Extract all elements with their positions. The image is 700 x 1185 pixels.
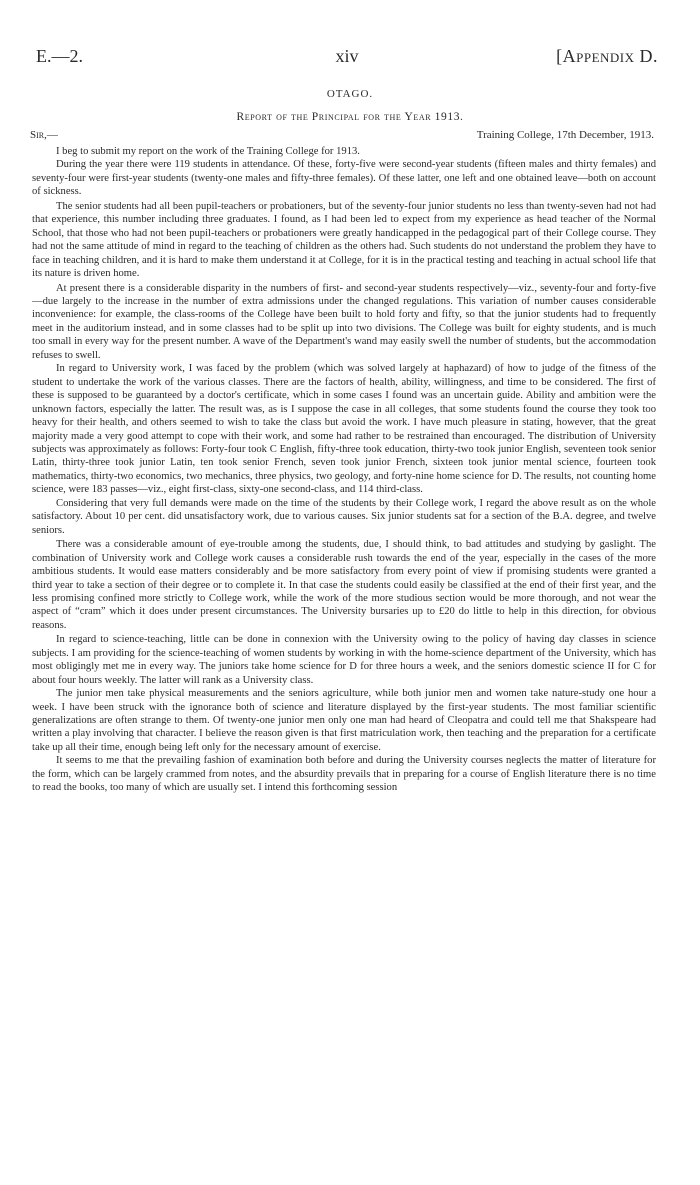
salutation: Sir,— [30,129,58,141]
paragraph: The junior men take physical measurements and the seniors agriculture, while both junior men and women take nature-study one hour a week. I have been struck with the ignorance both of science and literature displayed by the first-year students. The most familiar scientific generalizations are often strange to them. Of twenty-one junior men only one man had heard of Cleopatra and could tell me that Shakspeare had written a play involving that character. I believe the reason given is that first matriculation work, then teaching and the preparation for a certificate take up all their time, enough being left only for the necessary amount of exercise. [32,688,656,753]
salutation-row [30,129,654,143]
paragraph: The senior students had all been pupil-teachers or probationers, but of the seventy-four junior students no less than twenty-seven had not had that experience, this number including three graduates. I found, as I had been led to expect from my experience as head teacher of the Normal School, that those who had not been pupil-teachers or probationers were greatly handicapped in the pedagogical part of their College course. They had not the same attitude of mind in regard to the teaching of children as the others had. Such students do not understand the problem they have to face in teaching children, and it is hard to make them understand it at College, for it is in the practical testing and teaching in actual school life that its nature is driven home. [32,200,656,280]
section-heading: OTAGO. [326,88,374,100]
report-body [32,145,656,795]
running-head [36,46,658,72]
paragraph: Considering that very full demands were made on the time of the students by their College work, I regard the above result as on the whole satisfactory. About 10 per cent. did unsatisfactory work, due to various causes. Six junior students sat for a section of the B.A. degree, and twelve seniors. [32,497,656,536]
paragraph: In regard to University work, I was faced by the problem (which was solved largely at haphazard) of how to judge of the fitness of the student to undertake the work of the various classes. There are the factors of health, ability, willingness, and time to be considered. The first of these is supposed to be guaranteed by a doctor's certificate, which in some cases I found was an uncertain guide. Ability and ambition were the unknown factors, especially the latter. The result was, as is I suppose the case in all colleges, that some students found the course they took too heavy for their health, and others seemed to wish to take the class but avoid the work. I have much pleasure in stating, however, that the great majority made a very good attempt to cope with their work, and some had rather to be restrained than encouraged. The distribution of University subjects was approximately as follows: Forty-four took C English, fifty-three took education, thirty-two took junior English, seventeen took senior Latin, thirty-three took junior Latin, ten took senior French, seven took junior French, sixteen took junior mental science, fourteen took mathematics, thirty-two economics, two mechanics, three physics, two geology, and forty-nine home science for D. The results, not counting home science, were 183 passes—viz., eight first-class, sixty-one second-class, and 114 third-class. [32,363,656,496]
dateline: Training College, 17th December, 1913. [476,129,654,141]
paragraph: At present there is a considerable disparity in the numbers of first- and second-year students respectively—viz., seventy-four and forty-five—due largely to the increase in the number of extra admissions under the changed regulations. This variation of number causes considerable inconvenience: for example, the class-rooms of the College have been built to hold forty and fifty, so that the junior students had to frequently meet in the auditorium instead, and in some classes had to be split up into two divisions. The College was built for eighty students, and is much too small in every way for the present number. A wave of the Department's wand may easily swell the number of students, but the accommodation refuses to swell. [32,282,656,361]
paragraph: There was a considerable amount of eye-trouble among the students, due, I should think, to bad attitudes and studying by gaslight. The combination of University work and College work causes a considerable rush towards the end of the year, especially in the cases of the more ambitious students. It would ease matters considerably and be more satisfactory from every point of view if promising students were granted a third year to take a section of their degree or to complete it. In that case the students could easily be classified at the end of their first year, and the less promising confined more strictly to College work, while the work of the more studious section would be more thorough, and not wear the aspect of “cram” which it does under present circumstances. The University bursaries up to £20 do little to help in this direction, for obvious reasons. [32,539,656,631]
report-title: Report of the Principal for the Year 1913. [236,111,464,123]
page-number: xiv [335,46,359,66]
paragraph: It seems to me that the prevailing fashion of examination both before and during the University courses neglects the matter of literature for the form, which can be largely crammed from notes, and the absurdity prevails that in preparing for a course of English literature there is no time to read the books, too many of which are usually set. I intend this forthcoming session [32,755,656,794]
paragraph: During the year there were 119 students in attendance. Of these, forty-five were second-year students (fifteen males and thirty females) and seventy-four were first-year students (twenty-one males and fifty-three females). Of these latter, one left and one obtained leave—both on account of sickness. [32,159,656,198]
paragraph: In regard to science-teaching, little can be done in connexion with the University owing to the policy of having day classes in science subjects. I am providing for the science-teaching of women students by working in with the home-science department of the University, which has most obligingly met me in every way. The juniors take home science for D for three hours a week, and the seniors domestic science II for C for about four hours weekly. The latter will rank as a University class. [32,634,656,686]
paragraph: I beg to submit my report on the work of the Training College for 1913. [56,146,360,157]
page-reference: E.—2. [36,46,83,66]
appendix-label: [Appendix D. [556,46,658,66]
